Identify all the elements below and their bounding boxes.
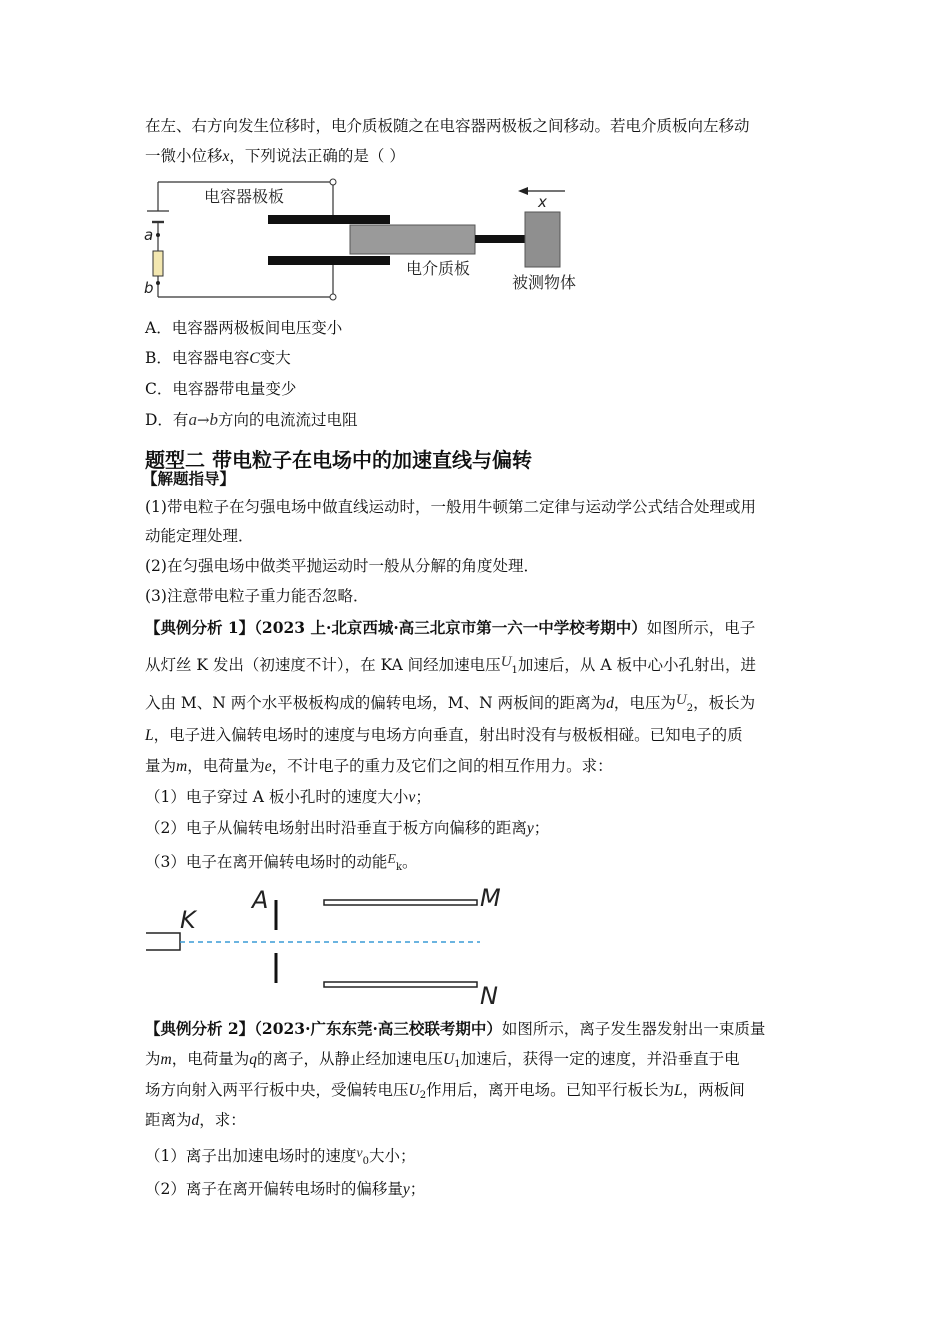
intro-text-end: ，下列说法正确的是（ ） <box>229 147 405 165</box>
node-a-label: a <box>144 226 154 244</box>
option-a: A．电容器两极板间电压变小 <box>145 319 343 337</box>
example-2-line-2 <box>145 1049 740 1075</box>
example-1-line-1 <box>145 618 755 638</box>
x-label: x <box>538 193 547 211</box>
variable-y: y <box>526 820 534 837</box>
subscript: k <box>395 862 402 873</box>
example-1-question-2 <box>145 818 549 839</box>
node-b-dot <box>156 281 160 285</box>
text: 场方向射入两平行板中央，受偏转电压 <box>145 1081 409 1099</box>
example-2-question-1 <box>145 1144 415 1172</box>
subscript: 0 <box>362 1156 369 1167</box>
variable-b: b <box>209 410 219 429</box>
guide-1-line-1: (1)带电粒子在匀强电场中做直线运动时，一般用牛顿第二定律与运动学公式结合处理或用 <box>145 498 756 516</box>
variable-v: v <box>408 789 416 806</box>
text: 入由 M、N 两个水平极板构成的偏转电场，M、N 两板间的距离为 <box>145 694 607 712</box>
option-b-text-end: 变大 <box>259 349 291 367</box>
plate-m <box>324 900 477 905</box>
text: （2）电子从偏转电场射出时沿垂直于板方向偏移的距离 <box>145 819 527 837</box>
example-1-line-5 <box>145 756 613 777</box>
resistor <box>153 251 163 276</box>
text: 从灯丝 K 发出（初速度不计），在 KA 间经加速电压 <box>145 656 501 674</box>
example-2-line-4 <box>145 1110 246 1131</box>
text: 量为 <box>145 757 177 775</box>
text: ，电荷量为 <box>171 1050 250 1068</box>
variable-d: d <box>606 695 614 712</box>
guide-3: (3)注意带电粒子重力能否忽略． <box>145 587 369 605</box>
guide-1-line-2: 动能定理处理． <box>145 527 254 545</box>
variable-y: y <box>402 1181 410 1198</box>
guide-title: 【解题指导】 <box>142 469 236 488</box>
text: （2）离子在离开偏转电场时的偏移量 <box>145 1180 403 1198</box>
text: 为 <box>145 1050 161 1068</box>
example-2-text: 如图所示，离子发生器发射出一束质量 <box>501 1020 766 1038</box>
label-k: K <box>180 906 196 934</box>
label-a: A <box>252 886 269 914</box>
text: ，电荷量为 <box>187 757 265 775</box>
capacitor-top-plate <box>268 215 390 224</box>
text: ，电压为 <box>613 694 676 712</box>
text: ，两板间 <box>682 1081 745 1099</box>
text: ，不计电子的重力及它们之间的相互作用力。求： <box>271 757 613 775</box>
text: （1）电子穿过 A 板小孔时的速度大小 <box>145 788 409 806</box>
plate-label: 电容器极板 <box>204 187 285 206</box>
text: 大小； <box>368 1147 416 1165</box>
variable-l: L <box>145 727 154 744</box>
text: 距离为 <box>145 1111 192 1129</box>
top-terminal <box>330 179 336 185</box>
subscript: 1 <box>454 1059 461 1070</box>
example-1-question-1 <box>145 787 431 808</box>
variable-a: a <box>188 410 197 429</box>
variable-u1: U <box>443 1051 455 1068</box>
text: ； <box>415 788 431 806</box>
intro-text: 一微小位移 <box>145 147 223 165</box>
text: ，电子进入偏转电场时的速度与电场方向垂直，射出时没有与极板相碰。已知电子的质 <box>153 726 743 744</box>
example-1-line-3 <box>145 690 755 719</box>
capacitor-sensor-figure <box>140 175 600 305</box>
variable-v0: v <box>356 1146 363 1161</box>
section-title: 题型二 带电粒子在电场中的加速直线与偏转 <box>145 448 532 472</box>
subscript: 1 <box>511 665 518 676</box>
option-b-text: B．电容器电容 <box>145 349 250 367</box>
dielectric-label: 电介质板 <box>406 259 471 278</box>
object-label: 被测物体 <box>512 273 577 292</box>
measured-object <box>525 212 560 267</box>
variable-e: e <box>264 758 272 775</box>
text: 。 <box>402 853 418 871</box>
example-1-tag: 【典例分析 1】（2023 上·北京西城·高三北京市第一六一中学校考期中） <box>145 618 647 637</box>
arrow-symbol: → <box>196 411 210 429</box>
text: ； <box>409 1180 426 1198</box>
text: 加速后，从 A 板中心小孔射出，进 <box>517 656 756 674</box>
variable-q: q <box>249 1051 257 1068</box>
option-d <box>145 410 358 430</box>
bottom-terminal <box>330 294 336 300</box>
capacitor-bottom-plate <box>268 256 390 265</box>
connecting-rod <box>475 235 525 243</box>
option-d-text: D．有 <box>145 411 189 429</box>
text: 加速后，获得一定的速度，并沿垂直于电 <box>460 1050 740 1068</box>
example-1-line-2 <box>145 652 756 681</box>
node-a-dot <box>156 233 160 237</box>
example-2-question-2 <box>145 1179 425 1200</box>
text: （1）离子出加速电场时的速度 <box>145 1147 357 1165</box>
example-2-line-3 <box>145 1080 745 1106</box>
filament-k <box>146 933 180 950</box>
text: ； <box>533 819 550 837</box>
variable-d: d <box>191 1112 200 1129</box>
variable-u2: U <box>675 692 687 708</box>
text: 的离子，从静止经加速电压 <box>256 1050 443 1068</box>
example-1-line-4 <box>145 725 743 746</box>
dielectric-slab <box>350 225 475 254</box>
deflection-figure <box>140 880 520 1010</box>
plate-n <box>324 982 477 987</box>
variable-m: m <box>160 1051 172 1068</box>
variable-ek: E <box>387 852 396 867</box>
example-2-tag: 【典例分析 2】（2023·广东东莞·高三校联考期中） <box>145 1019 502 1038</box>
example-1-question-3 <box>145 850 418 878</box>
intro-line-1: 在左、右方向发生位移时，电介质板随之在电容器两极板之间移动。若电介质板向左移动 <box>145 117 750 135</box>
text: ，板长为 <box>693 694 756 712</box>
node-b-label: b <box>144 279 154 297</box>
subscript: 2 <box>419 1090 427 1101</box>
label-m: M <box>480 884 501 912</box>
text: ，求： <box>199 1111 246 1129</box>
option-d-text-end: 方向的电流流过电阻 <box>218 411 358 429</box>
variable-u1: U <box>500 654 512 670</box>
guide-2: (2)在匀强电场中做类平抛运动时一般从分解的角度处理． <box>145 557 539 575</box>
variable-x: x <box>222 148 230 165</box>
subscript: 2 <box>686 703 694 714</box>
arrow-head <box>518 187 528 195</box>
variable-m: m <box>176 758 188 775</box>
label-n: N <box>480 982 498 1010</box>
example-1-text: 如图所示，电子 <box>646 619 756 637</box>
intro-line-2 <box>145 146 405 167</box>
variable-l: L <box>674 1082 683 1099</box>
variable-u2: U <box>408 1082 420 1099</box>
text: 作用后，离开电场。已知平行板长为 <box>426 1081 675 1099</box>
variable-c: C <box>249 350 260 367</box>
text: （3）电子在离开偏转电场时的动能 <box>145 853 388 871</box>
option-b <box>145 348 291 369</box>
example-2-line-1 <box>145 1019 765 1039</box>
option-c: C．电容器带电量变少 <box>145 380 297 398</box>
